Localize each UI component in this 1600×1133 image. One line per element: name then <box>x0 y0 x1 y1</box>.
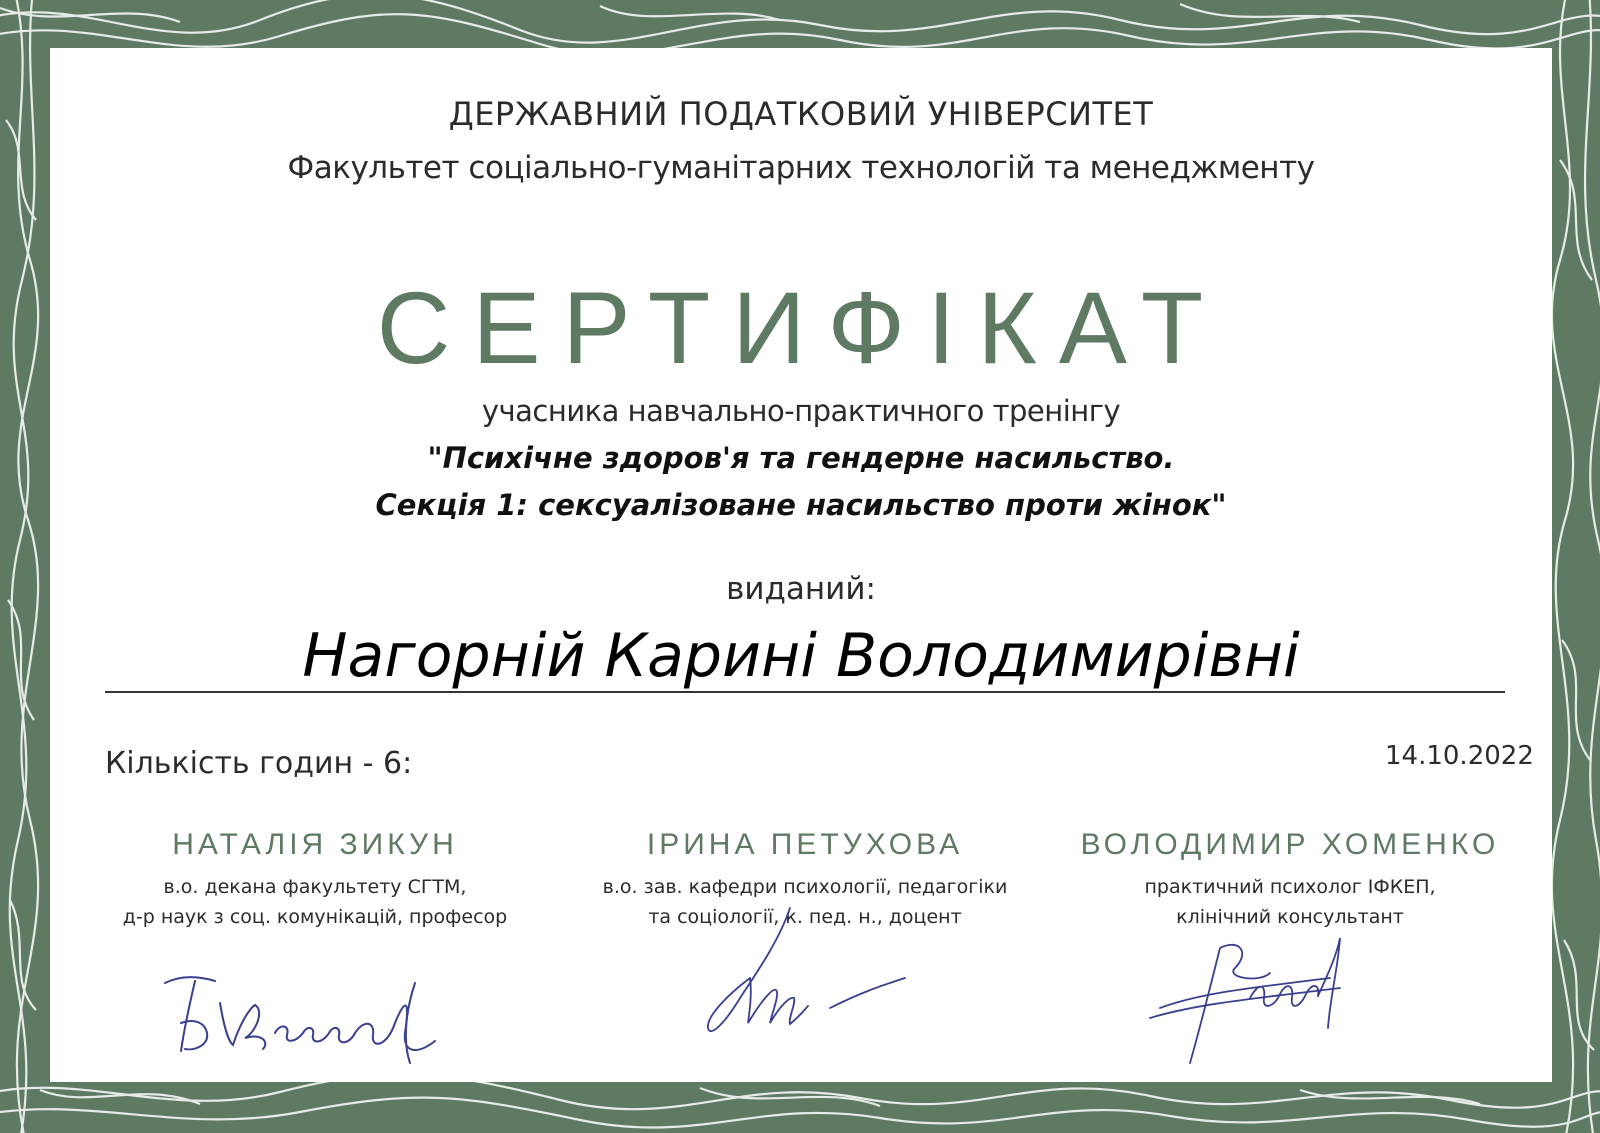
signatory-1 <box>75 828 555 932</box>
issue-date: 14.10.2022 <box>1385 741 1534 771</box>
hours-count: Кількість годин - 6: <box>105 746 413 781</box>
certificate-panel <box>50 48 1552 1082</box>
name-underline <box>105 691 1505 693</box>
signature-2 <box>680 898 920 1048</box>
signatory-3 <box>1050 828 1530 932</box>
signatory-position <box>1050 872 1530 932</box>
position-line: в.о. зав. кафедри психології, педагогіки <box>602 876 1008 898</box>
position-line: д-р наук з соц. комунікацій, професор <box>122 906 508 928</box>
recipient-name: Нагорній Карині Володимирівні <box>302 621 1300 691</box>
signature-3 <box>1140 928 1380 1078</box>
signatory-position <box>75 872 555 932</box>
position-line: та соціології, к. пед. н., доцент <box>648 906 962 928</box>
signatory-name: ВОЛОДИМИР ХОМЕНКО <box>1080 828 1500 861</box>
position-line: клінічний консультант <box>1176 906 1404 928</box>
university-name: ДЕРЖАВНИЙ ПОДАТКОВИЙ УНІВЕРСИТЕТ <box>448 95 1154 133</box>
issued-label: виданий: <box>726 571 876 607</box>
certificate-title: СЕРТИФІКАТ <box>376 271 1226 385</box>
training-title-line1: "Психічне здоров'я та гендерне насильство. <box>427 441 1175 475</box>
certificate-subtitle: учасника навчально-практичного тренінгу <box>481 394 1121 428</box>
signatory-name: ІРИНА ПЕТУХОВА <box>646 828 964 861</box>
faculty-name: Факультет соціально-гуманітарних технологій та менеджменту <box>287 150 1315 186</box>
position-line: в.о. декана факультету СГТМ, <box>163 876 467 898</box>
position-line: практичний психолог ІФКЕП, <box>1144 876 1436 898</box>
signature-1 <box>155 963 455 1073</box>
signatory-name: НАТАЛІЯ ЗИКУН <box>172 828 458 861</box>
training-title-line2: Секція 1: сексуалізоване насильство проти жінок" <box>375 488 1227 522</box>
